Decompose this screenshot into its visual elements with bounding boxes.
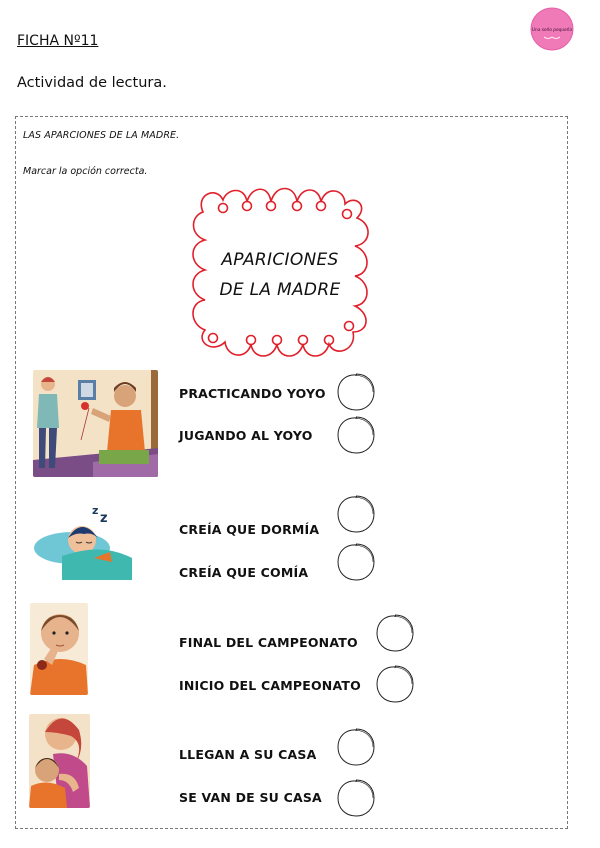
story-subtitle: LAS APARCIONES DE LA MADRE. [23,130,180,141]
brand-logo [530,7,574,51]
title-line-1: APARICIONES [221,250,339,270]
worksheet-number: FICHA Nº11 [17,33,99,49]
option-final-del-campeonato: FINAL DEL CAMPEONATO [179,635,358,650]
answer-circle-q3-a[interactable] [375,613,415,653]
picture-mother-hugging-boy [29,714,90,808]
answer-circle-q2-b[interactable] [336,542,376,582]
option-inicio-del-campeonato: INICIO DEL CAMPEONATO [179,678,361,693]
option-llegan-a-su-casa: LLEGAN A SU CASA [179,747,317,762]
answer-circle-q4-b[interactable] [336,778,376,818]
scalloped-border-icon [185,182,375,364]
option-creia-que-dormia: CREÍA QUE DORMÍA [179,522,320,537]
picture-boy-sleeping [32,500,135,582]
activity-title: Actividad de lectura. [17,75,167,91]
title-line-2: DE LA MADRE [219,280,341,300]
option-jugando-al-yoyo: JUGANDO AL YOYO [179,428,313,443]
option-se-van-de-su-casa: SE VAN DE SU CASA [179,790,322,805]
answer-circle-q1-a[interactable] [336,372,376,412]
answer-circle-q1-b[interactable] [336,415,376,455]
logo-text: Una seño pequeña [531,28,573,33]
option-creia-que-comia: CREÍA QUE COMÍA [179,565,309,580]
picture-boy-thinking [30,603,88,695]
answer-circle-q3-b[interactable] [375,664,415,704]
option-practicando-yoyo: PRACTICANDO YOYO [179,386,326,401]
instruction-text: Marcar la opción correcta. [23,166,148,177]
svg-text:z: z [92,504,99,517]
answer-circle-q2-a[interactable] [336,494,376,534]
answer-circle-q4-a[interactable] [336,727,376,767]
title-frame [185,182,375,364]
picture-mother-boy-yoyo [33,370,158,477]
svg-text:z: z [100,511,108,526]
